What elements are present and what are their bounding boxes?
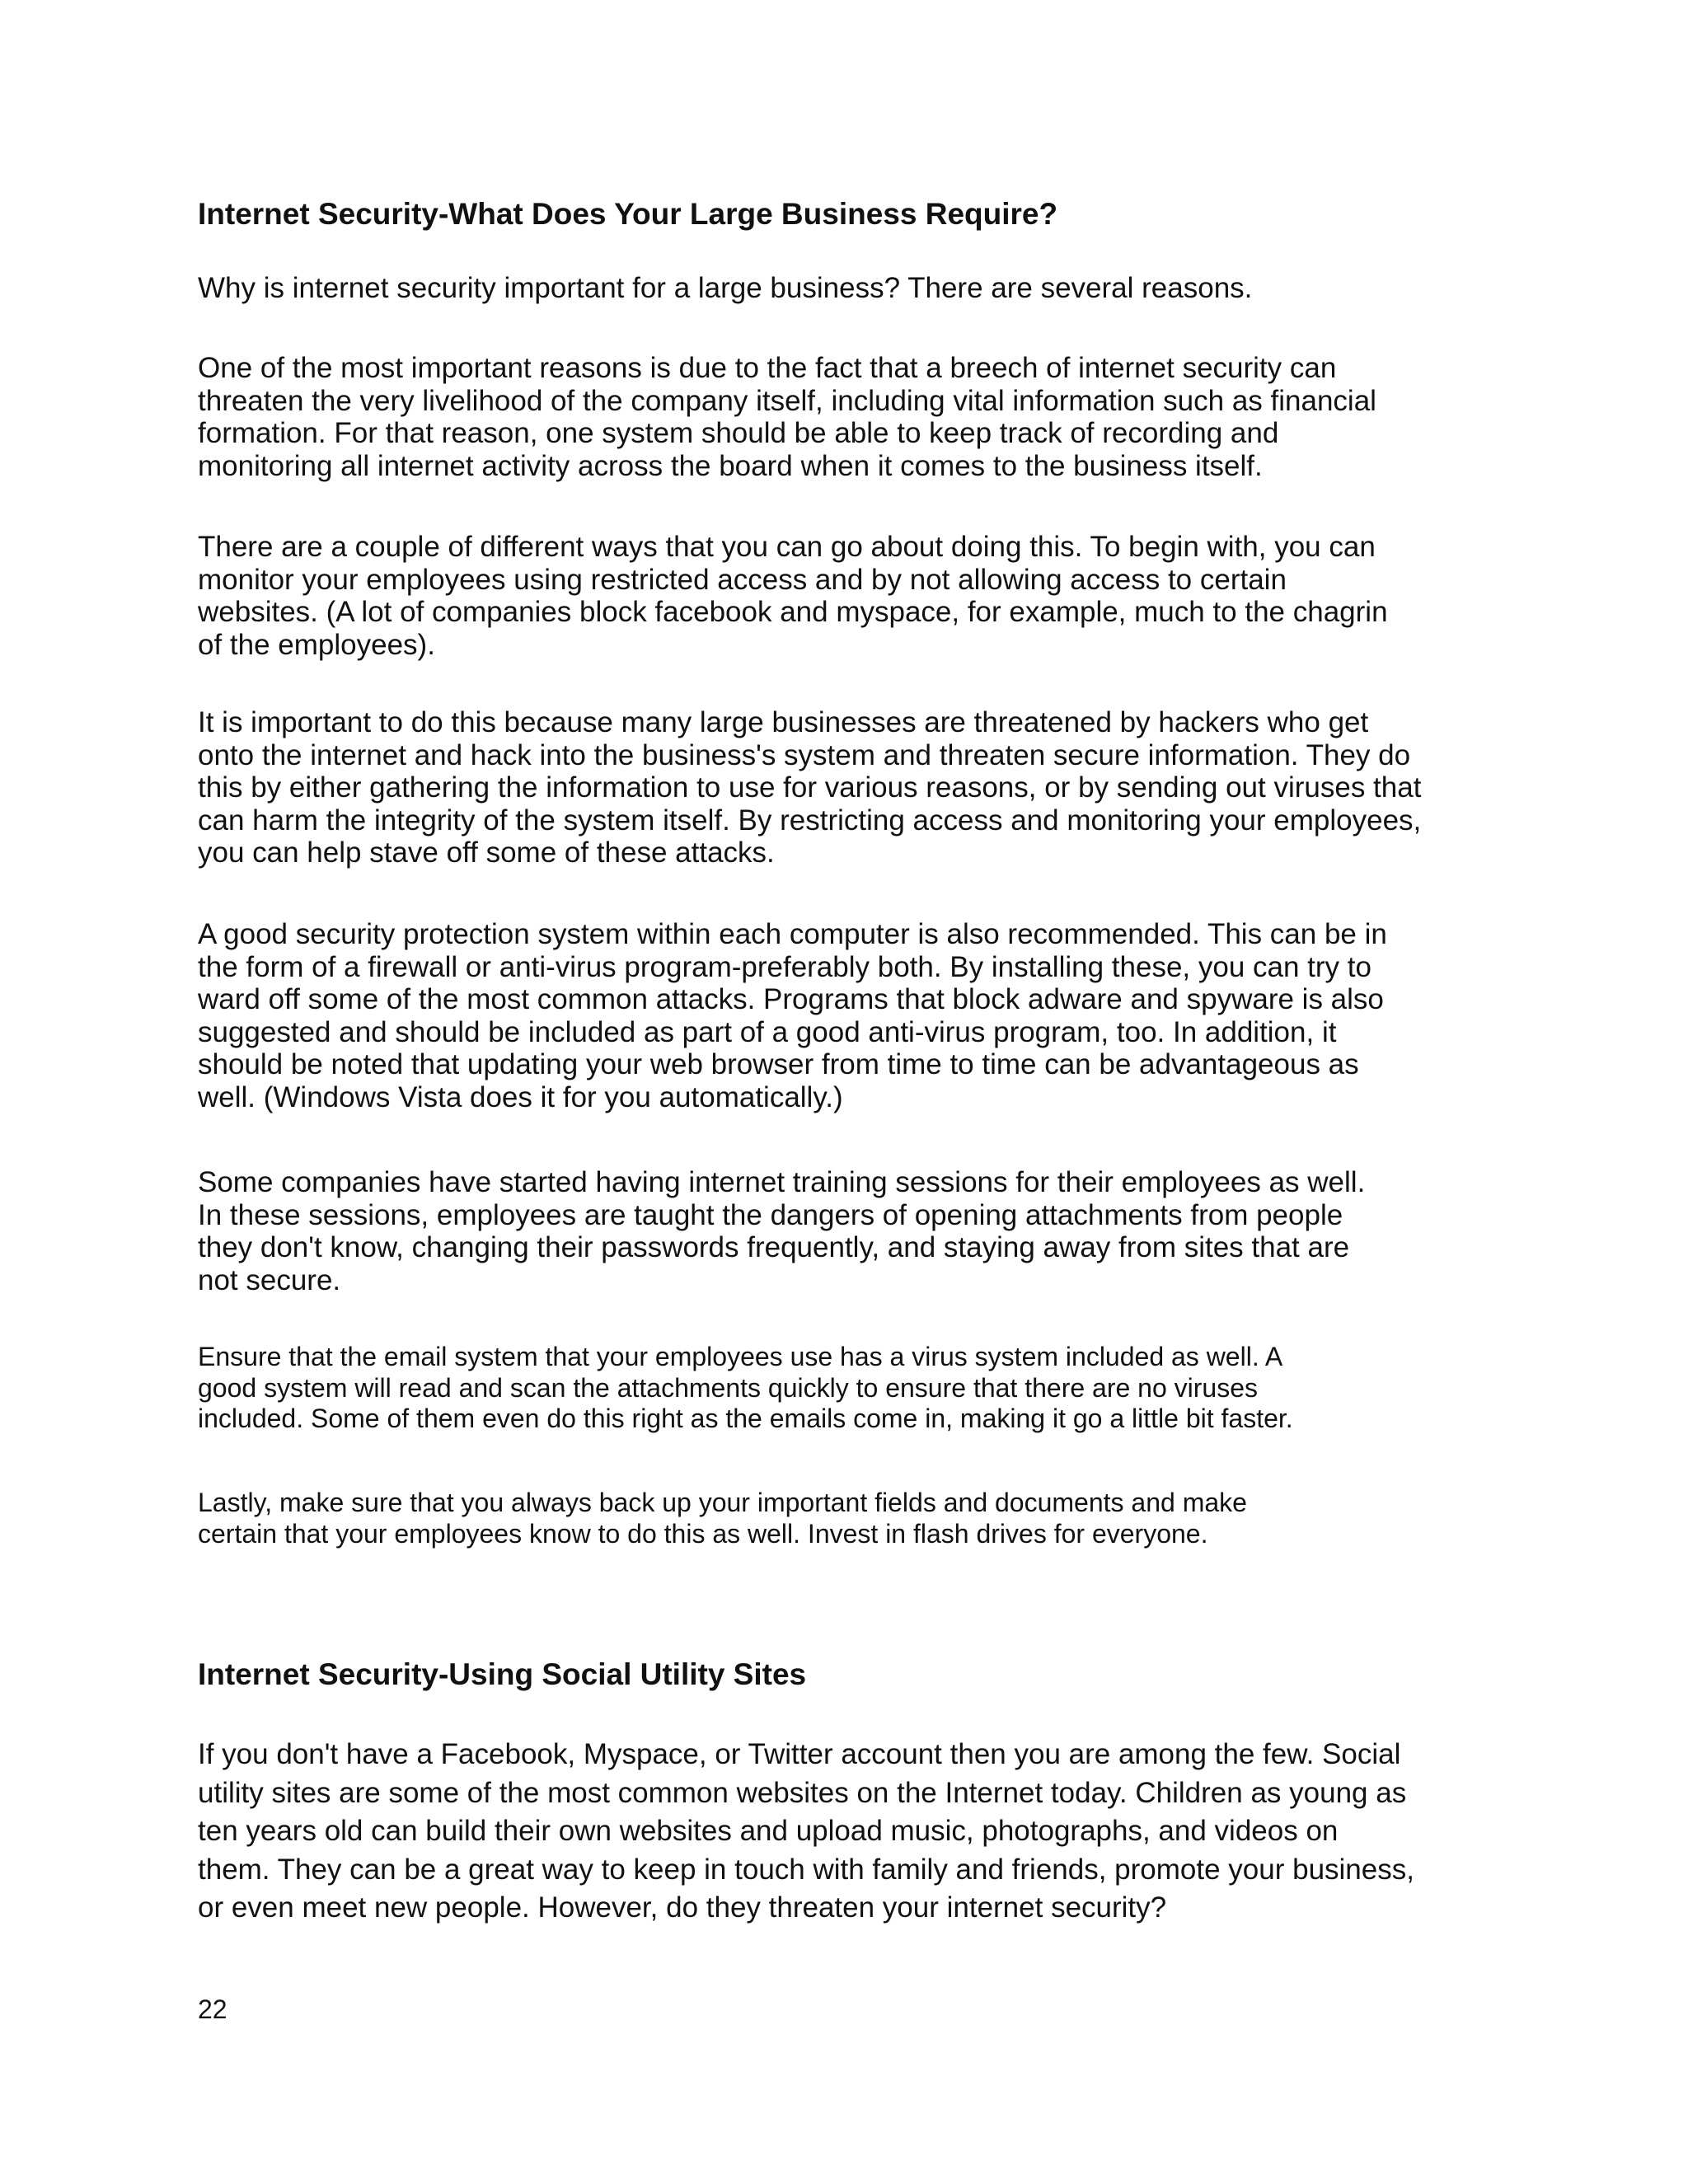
paragraph-intro: Why is internet security important for a large business? There are several reasons. bbox=[198, 272, 1253, 304]
paragraph-hackers: It is important to do this because many large businesses are threatened by hackers who get onto the internet and hack into the business's system and threaten secure information. They do this by either gathering the information to use for various reasons, or by sending out viruses that can harm the integrity of the system itself. By restricting access and monitoring your employees, you can help stave off some of these attacks. bbox=[198, 706, 1422, 869]
page-number: 22 bbox=[198, 1994, 227, 2024]
paragraph-backup: Lastly, make sure that you always back up your important fields and documents and make certain that your employees know to do this as well. Invest in flash drives for everyone. bbox=[198, 1488, 1247, 1549]
paragraph-social-utility-sites: If you don't have a Facebook, Myspace, or Twitter account then you are among the few. Social utility sites are some of the most common websites on the Internet today. Children as young as ten years old can build their own websites and upload music, photographs, and videos on them. They can be a great way to keep in touch with family and friends, promote your business, or even meet new people. However, do they threaten your internet security? bbox=[198, 1738, 1414, 1924]
paragraph-monitoring-ways: There are a couple of different ways that you can go about doing this. To begin with, you can monitor your employees using restricted access and by not allowing access to certain websites. (A lot of companies block facebook and myspace, for example, much to the chagrin of the employees). bbox=[198, 531, 1388, 661]
paragraph-security-protection: A good security protection system within each computer is also recommended. This can be in the form of a firewall or anti-virus program-preferably both. By installing these, you can try to ward off some of the most common attacks. Programs that block adware and spyware is also suggested and should be included as part of a good anti-virus program, too. In addition, it should be noted that updating your web browser from time to time can be advantageous as well. (Windows Vista does it for you automatically.) bbox=[198, 918, 1387, 1113]
paragraph-training-sessions: Some companies have started having internet training sessions for their employees as well. In these sessions, employees are taught the dangers of opening attachments from people they don't know, changing their passwords frequently, and staying away from sites that are not secure. bbox=[198, 1166, 1366, 1296]
section-heading-large-business: Internet Security-What Does Your Large Business Require? bbox=[198, 197, 1058, 231]
section-heading-social-utility: Internet Security-Using Social Utility Sites bbox=[198, 1657, 807, 1691]
paragraph-important-reasons: One of the most important reasons is due to the fact that a breech of internet security can threaten the very livelihood of the company itself, including vital information such as financial formation. For that reason, one system should be able to keep track of recording and monitoring all internet activity across the board when it comes to the business itself. bbox=[198, 352, 1376, 482]
paragraph-email-system: Ensure that the email system that your employees use has a virus system included as well. A good system will read and scan the attachments quickly to ensure that there are no viruses included. Some of them even do this right as the emails come in, making it go a little bit faster. bbox=[198, 1342, 1293, 1433]
